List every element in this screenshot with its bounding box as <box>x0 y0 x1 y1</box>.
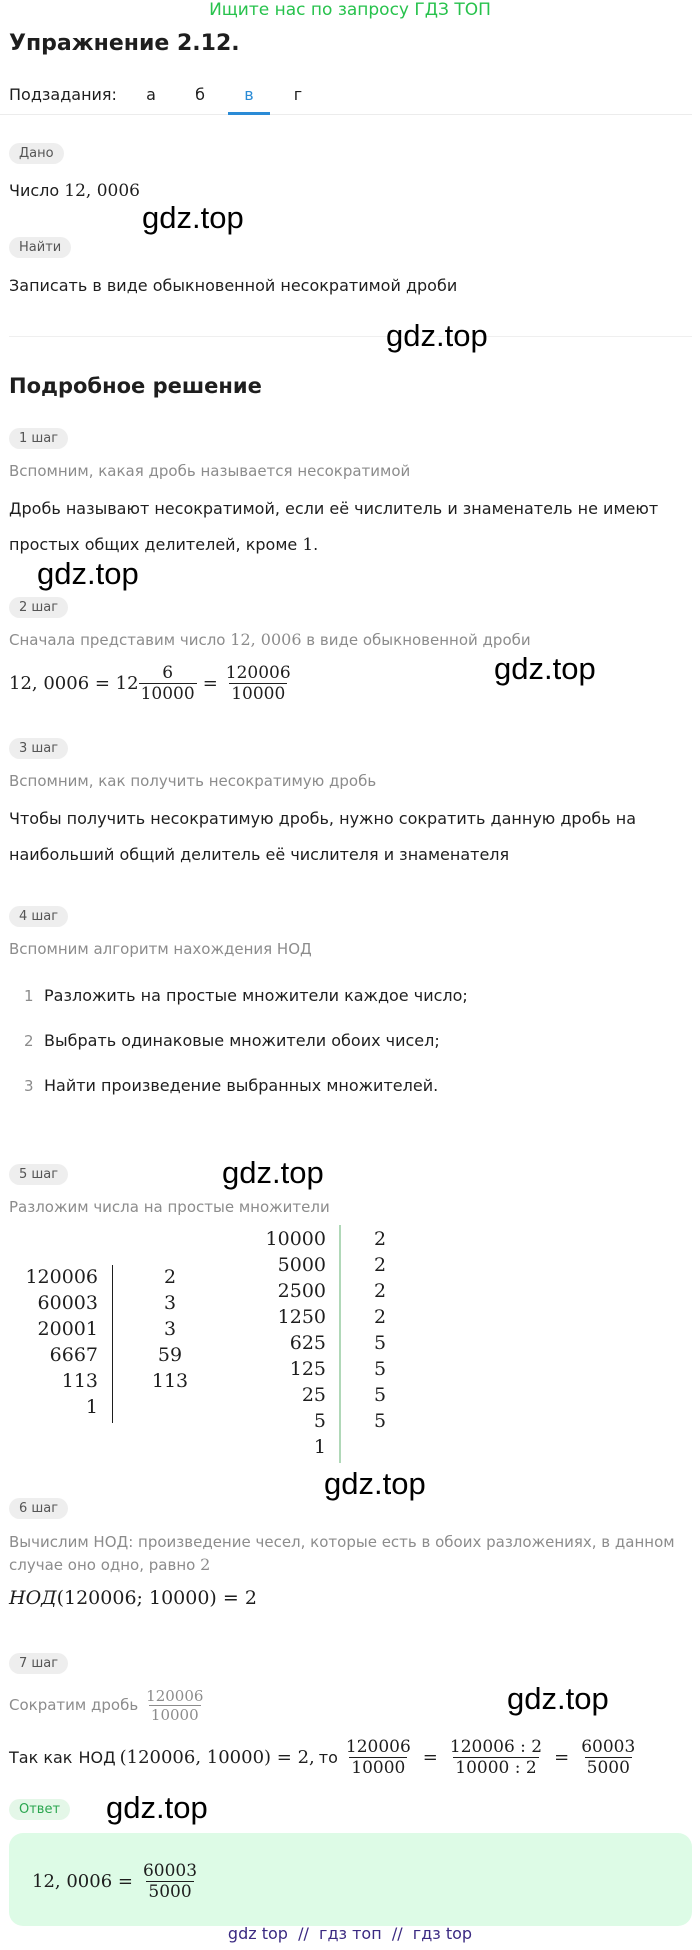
step5-hint: Разложим числа на простые множители <box>9 1198 330 1216</box>
tab-v[interactable]: в <box>244 85 254 104</box>
factor-prime: 5 <box>373 1410 387 1432</box>
factor-number: 120006 <box>25 1266 98 1288</box>
step7-hint-num: 120006 <box>146 1686 204 1705</box>
factor-number: 625 <box>289 1332 326 1354</box>
step7-f3-den: 5000 <box>586 1757 630 1778</box>
step2-hint-num: 12, 0006 <box>230 630 302 649</box>
step1-line1: Дробь называют несократимой, если её числитель и знаменатель не имеют <box>9 499 659 518</box>
section-divider <box>9 336 692 337</box>
step6-pill: 6 шаг <box>9 1498 68 1519</box>
step1-one: 1 <box>302 535 314 555</box>
factor-prime: 2 <box>163 1266 177 1288</box>
step2-lhs: 12, 0006 = 12 <box>9 672 139 694</box>
factor-number: 5000 <box>277 1254 326 1276</box>
step7-fraction-2 <box>448 1737 544 1778</box>
step2-hint-a: Сначала представим число <box>9 631 226 649</box>
active-tab-indicator <box>228 112 270 115</box>
watermark: gdz.top <box>494 651 596 686</box>
factor-prime: 5 <box>373 1384 387 1406</box>
step7-nod: НОД <box>78 1747 116 1767</box>
step7-text-b: то <box>318 1747 338 1767</box>
watermark: gdz.top <box>222 1155 324 1190</box>
factor-prime: 2 <box>373 1228 387 1250</box>
step6-nod: НОД <box>9 1587 57 1609</box>
step7-eq1: = <box>422 1746 438 1768</box>
factor-prime: 3 <box>163 1318 177 1340</box>
factor-number: 10000 <box>265 1228 326 1250</box>
step3-line2: наибольший общий делитель её числителя и знаменателя <box>9 845 510 864</box>
step2-hint <box>9 630 531 649</box>
list-item: Разложить на простые множители каждое число; <box>44 986 468 1005</box>
step6-formula-rest: (120006; 10000) = 2 <box>56 1587 257 1609</box>
factor-prime: 113 <box>151 1370 189 1392</box>
step7-fraction-3 <box>579 1737 637 1778</box>
step2-hint-b: в виде обыкновенной дроби <box>306 631 531 649</box>
factor-number: 20001 <box>37 1318 98 1340</box>
factor-prime: 3 <box>163 1292 177 1314</box>
factor-number: 6667 <box>49 1344 98 1366</box>
answer-pill: Ответ <box>9 1799 70 1820</box>
solution-title: Подробное решение <box>9 374 262 398</box>
step7-f1-num: 120006 <box>345 1736 411 1757</box>
step7-hint <box>9 1680 205 1730</box>
step4-hint: Вспомним алгоритм нахождения НОД <box>9 940 312 958</box>
factor-number: 60003 <box>37 1292 98 1314</box>
answer-num: 60003 <box>142 1860 198 1881</box>
step7-hint-den: 10000 <box>150 1705 199 1724</box>
list-item: Найти произведение выбранных множителей. <box>44 1076 439 1095</box>
step7-pill: 7 шаг <box>9 1653 68 1674</box>
list-item-number: 3 <box>24 1077 34 1095</box>
step6-line2 <box>9 1555 210 1574</box>
step2-mixed-num: 6 <box>162 662 174 683</box>
factor-prime: 2 <box>373 1306 387 1328</box>
watermark: gdz.top <box>142 200 244 235</box>
given-text <box>9 181 140 201</box>
answer-lhs: 12, 0006 = <box>32 1870 133 1892</box>
step6-line2-text: случае оно одно, равно <box>9 1556 196 1574</box>
list-item-number: 2 <box>24 1032 34 1050</box>
watermark: gdz.top <box>37 556 139 591</box>
step2-fraction <box>224 663 293 704</box>
given-pill: Дано <box>9 143 64 164</box>
given-value: 12, 0006 <box>64 181 140 201</box>
factor-prime: 59 <box>157 1344 183 1366</box>
step7-args: (120006, 10000) = 2, <box>119 1746 315 1768</box>
footer-links[interactable]: gdz top // гдз топ // гдз top <box>227 1924 473 1943</box>
factor-divider <box>112 1265 113 1423</box>
factor-number: 5 <box>313 1410 326 1432</box>
find-text: Записать в виде обыкновенной несократимой дроби <box>9 276 458 295</box>
step7-eq2: = <box>554 1746 570 1768</box>
step4-pill: 4 шаг <box>9 906 68 927</box>
step2-mixed-den: 10000 <box>140 683 195 704</box>
find-pill: Найти <box>9 237 71 258</box>
factor-prime: 5 <box>373 1332 387 1354</box>
step3-line1: Чтобы получить несократимую дробь, нужно сократить данную дробь на <box>9 809 637 828</box>
answer-fraction <box>141 1861 199 1902</box>
given-label: Число <box>9 181 60 200</box>
step1-hint: Вспомним, какая дробь называется несократимой <box>9 462 411 480</box>
step7-f2-den: 10000 : 2 <box>455 1757 537 1778</box>
step2-formula <box>9 655 293 711</box>
step1-line2-text: простых общих делителей, кроме <box>9 535 298 554</box>
step3-hint: Вспомним, как получить несократимую дробь <box>9 772 377 790</box>
factor-number: 1 <box>313 1436 326 1458</box>
step3-pill: 3 шаг <box>9 738 68 759</box>
step7-fraction-1 <box>344 1737 413 1778</box>
tabs-divider <box>0 114 692 115</box>
subtasks-label: Подзадания: <box>9 85 117 104</box>
list-item-number: 1 <box>24 987 34 1005</box>
factor-number: 1 <box>85 1396 98 1418</box>
factor-number: 1250 <box>277 1306 326 1328</box>
step7-hint-text: Сократим дробь <box>9 1696 139 1714</box>
factor-number: 25 <box>301 1384 326 1406</box>
step2-pill: 2 шаг <box>9 597 68 618</box>
answer-formula <box>32 1851 199 1911</box>
step2-frac-den: 10000 <box>231 683 286 704</box>
answer-den: 5000 <box>148 1881 192 1902</box>
step7-f3-num: 60003 <box>581 1736 636 1757</box>
step7-hint-fraction <box>144 1687 205 1724</box>
step6-two: 2 <box>200 1555 211 1574</box>
factor-prime: 2 <box>373 1280 387 1302</box>
step1-pill: 1 шаг <box>9 428 68 449</box>
watermark: gdz.top <box>106 1790 208 1825</box>
watermark: gdz.top <box>386 318 488 353</box>
tab-a[interactable]: а <box>146 85 156 104</box>
factor-prime: 2 <box>373 1254 387 1276</box>
factor-divider <box>339 1225 341 1463</box>
top-banner[interactable]: Ищите нас по запросу ГДЗ ТОП <box>209 0 491 20</box>
step2-frac-num: 120006 <box>225 662 291 683</box>
step7-f2-num: 120006 : 2 <box>449 1736 543 1757</box>
list-item: Выбрать одинаковые множители обоих чисел; <box>44 1031 440 1050</box>
watermark: gdz.top <box>324 1466 426 1501</box>
step7-text-a: Так как <box>9 1747 73 1767</box>
factor-number: 125 <box>289 1358 326 1380</box>
step1-dot: . <box>313 535 319 554</box>
factor-number: 113 <box>61 1370 98 1392</box>
factor-prime: 5 <box>373 1358 387 1380</box>
factor-number: 2500 <box>277 1280 326 1302</box>
step2-mixed-fraction <box>139 663 197 704</box>
step6-formula <box>9 1587 257 1609</box>
step7-formula <box>9 1727 637 1787</box>
page-title: Упражнение 2.12. <box>9 31 240 56</box>
step7-f1-den: 10000 <box>351 1757 406 1778</box>
step5-pill: 5 шаг <box>9 1164 68 1185</box>
step2-eq: = <box>202 672 218 694</box>
tab-g[interactable]: г <box>293 85 303 104</box>
tab-b[interactable]: б <box>195 85 205 104</box>
watermark: gdz.top <box>507 1681 609 1716</box>
step6-line1: Вычислим НОД: произведение чесел, которые есть в обоих разложениях, в данном <box>9 1533 675 1551</box>
